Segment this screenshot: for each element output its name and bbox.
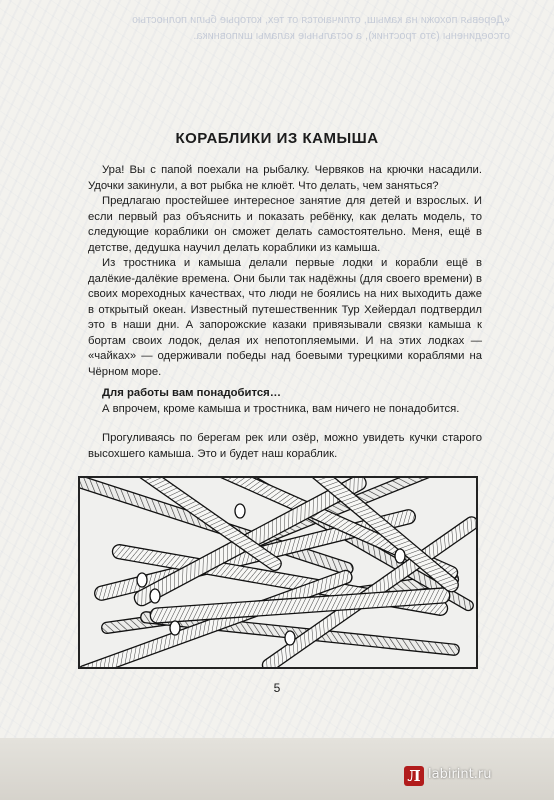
bleed-through-text: «Деревья похожи на камыш, отличаются от тех, которые были полностью отсоединены (это тростник), а остальные каламы шиповника. [132, 14, 510, 42]
page-number: 5 [273, 681, 281, 695]
materials-subheading: Для работы вам понадобится… [102, 387, 282, 399]
paragraph: Прогуливаясь по берегам рек или озёр, можно увидеть кучки старого высохшего камыша. Это и будет наш кораблик. [88, 432, 482, 460]
reed-stalks-illustration [78, 476, 478, 669]
reed-stalks-icon [80, 478, 476, 667]
paragraph: Предлагаю простейшее интересное занятие для детей и взрослых. И если первый раз объяснить и показать ребёнку, как делать модель, то следующие кораблики он сможет делать самостоятельно. Меня, ещё в детстве, дедушка научил делать кораблики из камыша. [88, 195, 482, 254]
paragraph: Из тростника и камыша делали первые лодки и корабли ещё в далёкие-далёкие времена. Они были так надёжны (для своего времени) в своих мореходных качествах, что люди не боялись на них выходить даже в открытый океан. Известный путешественник Тур Хейердал подтвердил это в наши дни. А запорожские казаки привязывали связки камыша к бортам своих лодок, делая их непотопляемыми. И на этих лодках — «чайках» — одерживали победы над боевыми турецкими кораблями на Чёрном море. [88, 257, 482, 378]
paragraph: А впрочем, кроме камыша и тростника, вам ничего не понадобится. [102, 402, 460, 415]
watermark-text: labirint.ru [428, 767, 492, 782]
article-body [88, 163, 482, 462]
watermark-logo: Л [404, 766, 424, 786]
article-title: КОРАБЛИКИ ИЗ КАМЫША [175, 130, 379, 147]
paragraph: Ура! Вы с папой поехали на рыбалку. Червяков на крючки насадили. Удочки закинули, а вот рыбка не клюёт. Что делать, чем заняться? [88, 164, 482, 192]
